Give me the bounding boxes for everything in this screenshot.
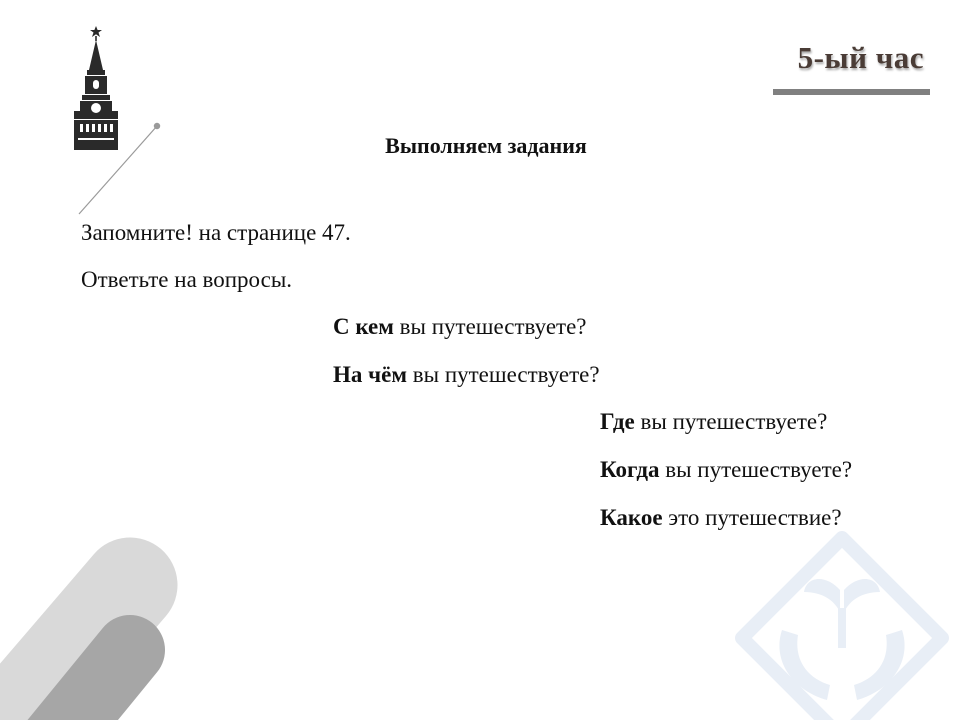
- question-text: вы путешествуете?: [659, 457, 853, 482]
- faint-emblem-icon: [712, 520, 960, 720]
- section-heading: Выполняем задания: [385, 133, 587, 158]
- question-item: [600, 409, 827, 435]
- question-text: вы путешествуете?: [393, 314, 587, 339]
- question-item: [600, 457, 852, 483]
- title-underline: [773, 89, 930, 95]
- question-text: вы путешествуете?: [634, 409, 828, 434]
- question-keyword: На чём: [333, 362, 407, 387]
- intro-line-2: Ответьте на вопросы.: [81, 267, 293, 292]
- question-item: [333, 362, 600, 388]
- question-item: [600, 505, 842, 531]
- question-keyword: Когда: [600, 457, 660, 482]
- question-item: [333, 314, 587, 340]
- question-keyword: С кем: [333, 314, 394, 339]
- decorative-stripes: [0, 510, 260, 720]
- question-keyword: Какое: [600, 505, 663, 530]
- question-text: это путешествие?: [662, 505, 842, 530]
- intro-line-1: Запомните! на странице 47.: [81, 220, 351, 245]
- question-keyword: Где: [600, 409, 635, 434]
- question-text: вы путешествуете?: [407, 362, 600, 387]
- slide-title: 5-ый час: [797, 40, 924, 75]
